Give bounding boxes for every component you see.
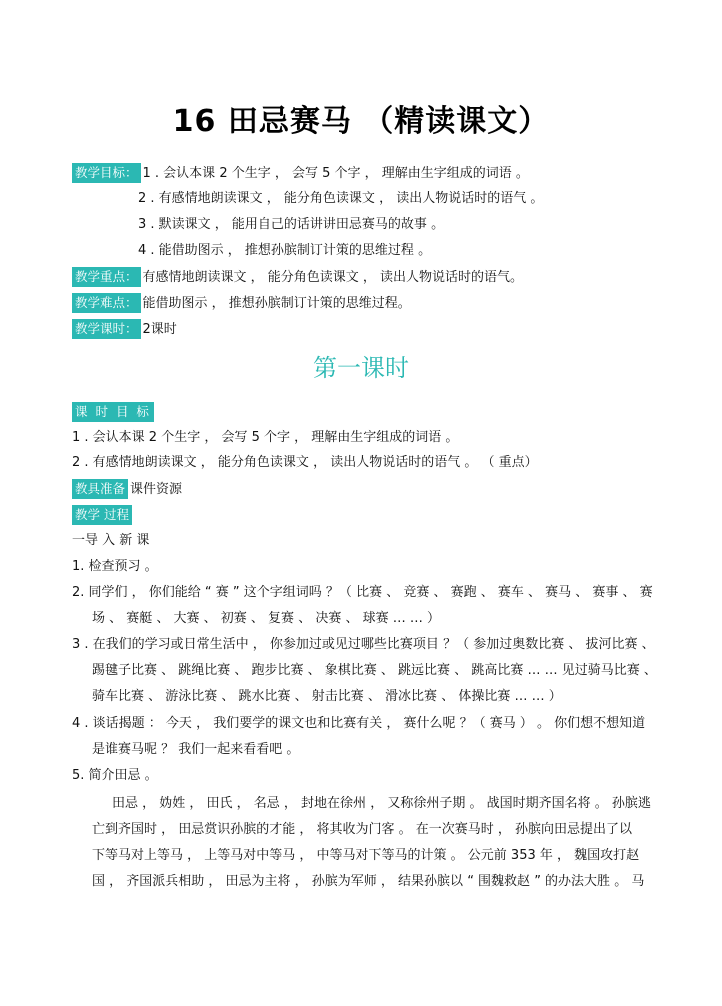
intro-line: 国 ， 齐国派兵相助 ， 田忌为主将 ， 孙膑为军师 ， 结果孙膑以 “ 围魏救赵 ” 的办法大胜 。 马 — [92, 874, 645, 889]
hours-row — [72, 319, 177, 340]
lesson-heading: 第一课时 — [313, 354, 409, 382]
step-item-cont: 场 、 赛艇 、 大赛 、 初赛 、 复赛 、 决赛 、 球赛 … … ） — [92, 611, 440, 626]
goals-tag: 教学目标： — [72, 163, 141, 183]
goal-item: 4 . 能借助图示 ， 推想孙膑制订计策的思维过程 。 — [138, 243, 432, 258]
intro-line: 亡到齐国时 ， 田忌赏识孙膑的才能 ， 将其收为门客 。 在一次赛马时 ， 孙膑向田忌提出了以 — [92, 822, 633, 837]
process-tag: 教学 过程 — [72, 505, 132, 525]
lesson-goals-row — [72, 402, 156, 423]
step-heading: 一导 入 新 课 — [72, 533, 150, 548]
page-title: 16 田忌赛马 （精读课文） — [172, 104, 550, 139]
lesson-goal-item: 2 . 有感情地朗读课文 ， 能分角色读课文 ， 读出人物说话时的语气 。 （ 重点） — [72, 455, 538, 470]
lesson-goals-tag: 课 时 目 标 — [72, 402, 154, 422]
goal-item: 2 . 有感情地朗读课文 ， 能分角色读课文 ， 读出人物说话时的语气 。 — [138, 191, 544, 206]
intro-line: 田忌 ， 妫姓 ， 田氏 ， 名忌 ， 封地在徐州 ， 又称徐州子期 。 战国时期齐国名将 。 孙膑逃 — [112, 796, 651, 811]
hours-text: 2课时 — [142, 322, 177, 337]
key-tag: 教学重点： — [72, 267, 141, 287]
step-item: 5. 简介田忌 。 — [72, 768, 158, 783]
difficulty-tag: 教学难点： — [72, 293, 141, 313]
goal-item: 1 . 会认本课 2 个生字 ， 会写 5 个字 ， 理解由生字组成的词语 。 — [142, 166, 529, 181]
lesson-goal-item: 1 . 会认本课 2 个生字 ， 会写 5 个字 ， 理解由生字组成的词语 。 — [72, 430, 459, 445]
tools-tag: 教具准备 — [72, 479, 128, 499]
step-item: 3 . 在我们的学习或日常生活中 ， 你参加过或见过哪些比赛项目 ？（ 参加过奥数比赛 、 拔河比赛 、 — [72, 637, 655, 652]
step-item: 2. 同学们 ， 你们能给 “ 赛 ” 这个字组词吗 ？（ 比赛 、 竞赛 、 赛跑 、 赛车 、 赛马 、 赛事 、 赛 — [72, 585, 653, 600]
step-item-cont: 踢毽子比赛 、 跳绳比赛 、 跑步比赛 、 象棋比赛 、 跳远比赛 、 跳高比赛 … … 见过骑马比赛 、 — [92, 663, 657, 678]
hours-tag: 教学课时： — [72, 319, 141, 339]
step-item-cont: 是谁赛马呢 ？ 我们一起来看看吧 。 — [92, 742, 300, 757]
tools-text: 课件资源 — [130, 482, 183, 497]
goals-row — [72, 163, 529, 184]
tools-row — [72, 479, 182, 500]
intro-line: 下等马对上等马 ， 上等马对中等马 ， 中等马对下等马的计策 。 公元前 353 年 ， 魏国攻打赵 — [92, 848, 640, 863]
step-item-cont: 骑车比赛 、 游泳比赛 、 跳水比赛 、 射击比赛 、 滑冰比赛 、 体操比赛 … … ） — [92, 689, 562, 704]
key-text: 有感情地朗读课文 ， 能分角色读课文 ， 读出人物说话时的语气。 — [142, 270, 524, 285]
difficulty-text: 能借助图示 ， 推想孙膑制订计策的思维过程。 — [142, 296, 411, 311]
step-item: 4 . 谈话揭题 ： 今天 ， 我们要学的课文也和比赛有关 ， 赛什么呢 ？（ 赛马 ） 。 你们想不想知道 — [72, 716, 646, 731]
step-item: 1. 检查预习 。 — [72, 559, 158, 574]
difficulty-row — [72, 293, 411, 314]
process-row — [72, 505, 134, 526]
goal-item: 3 . 默读课文 ， 能用自己的话讲讲田忌赛马的故事 。 — [138, 217, 445, 232]
key-row — [72, 267, 523, 288]
